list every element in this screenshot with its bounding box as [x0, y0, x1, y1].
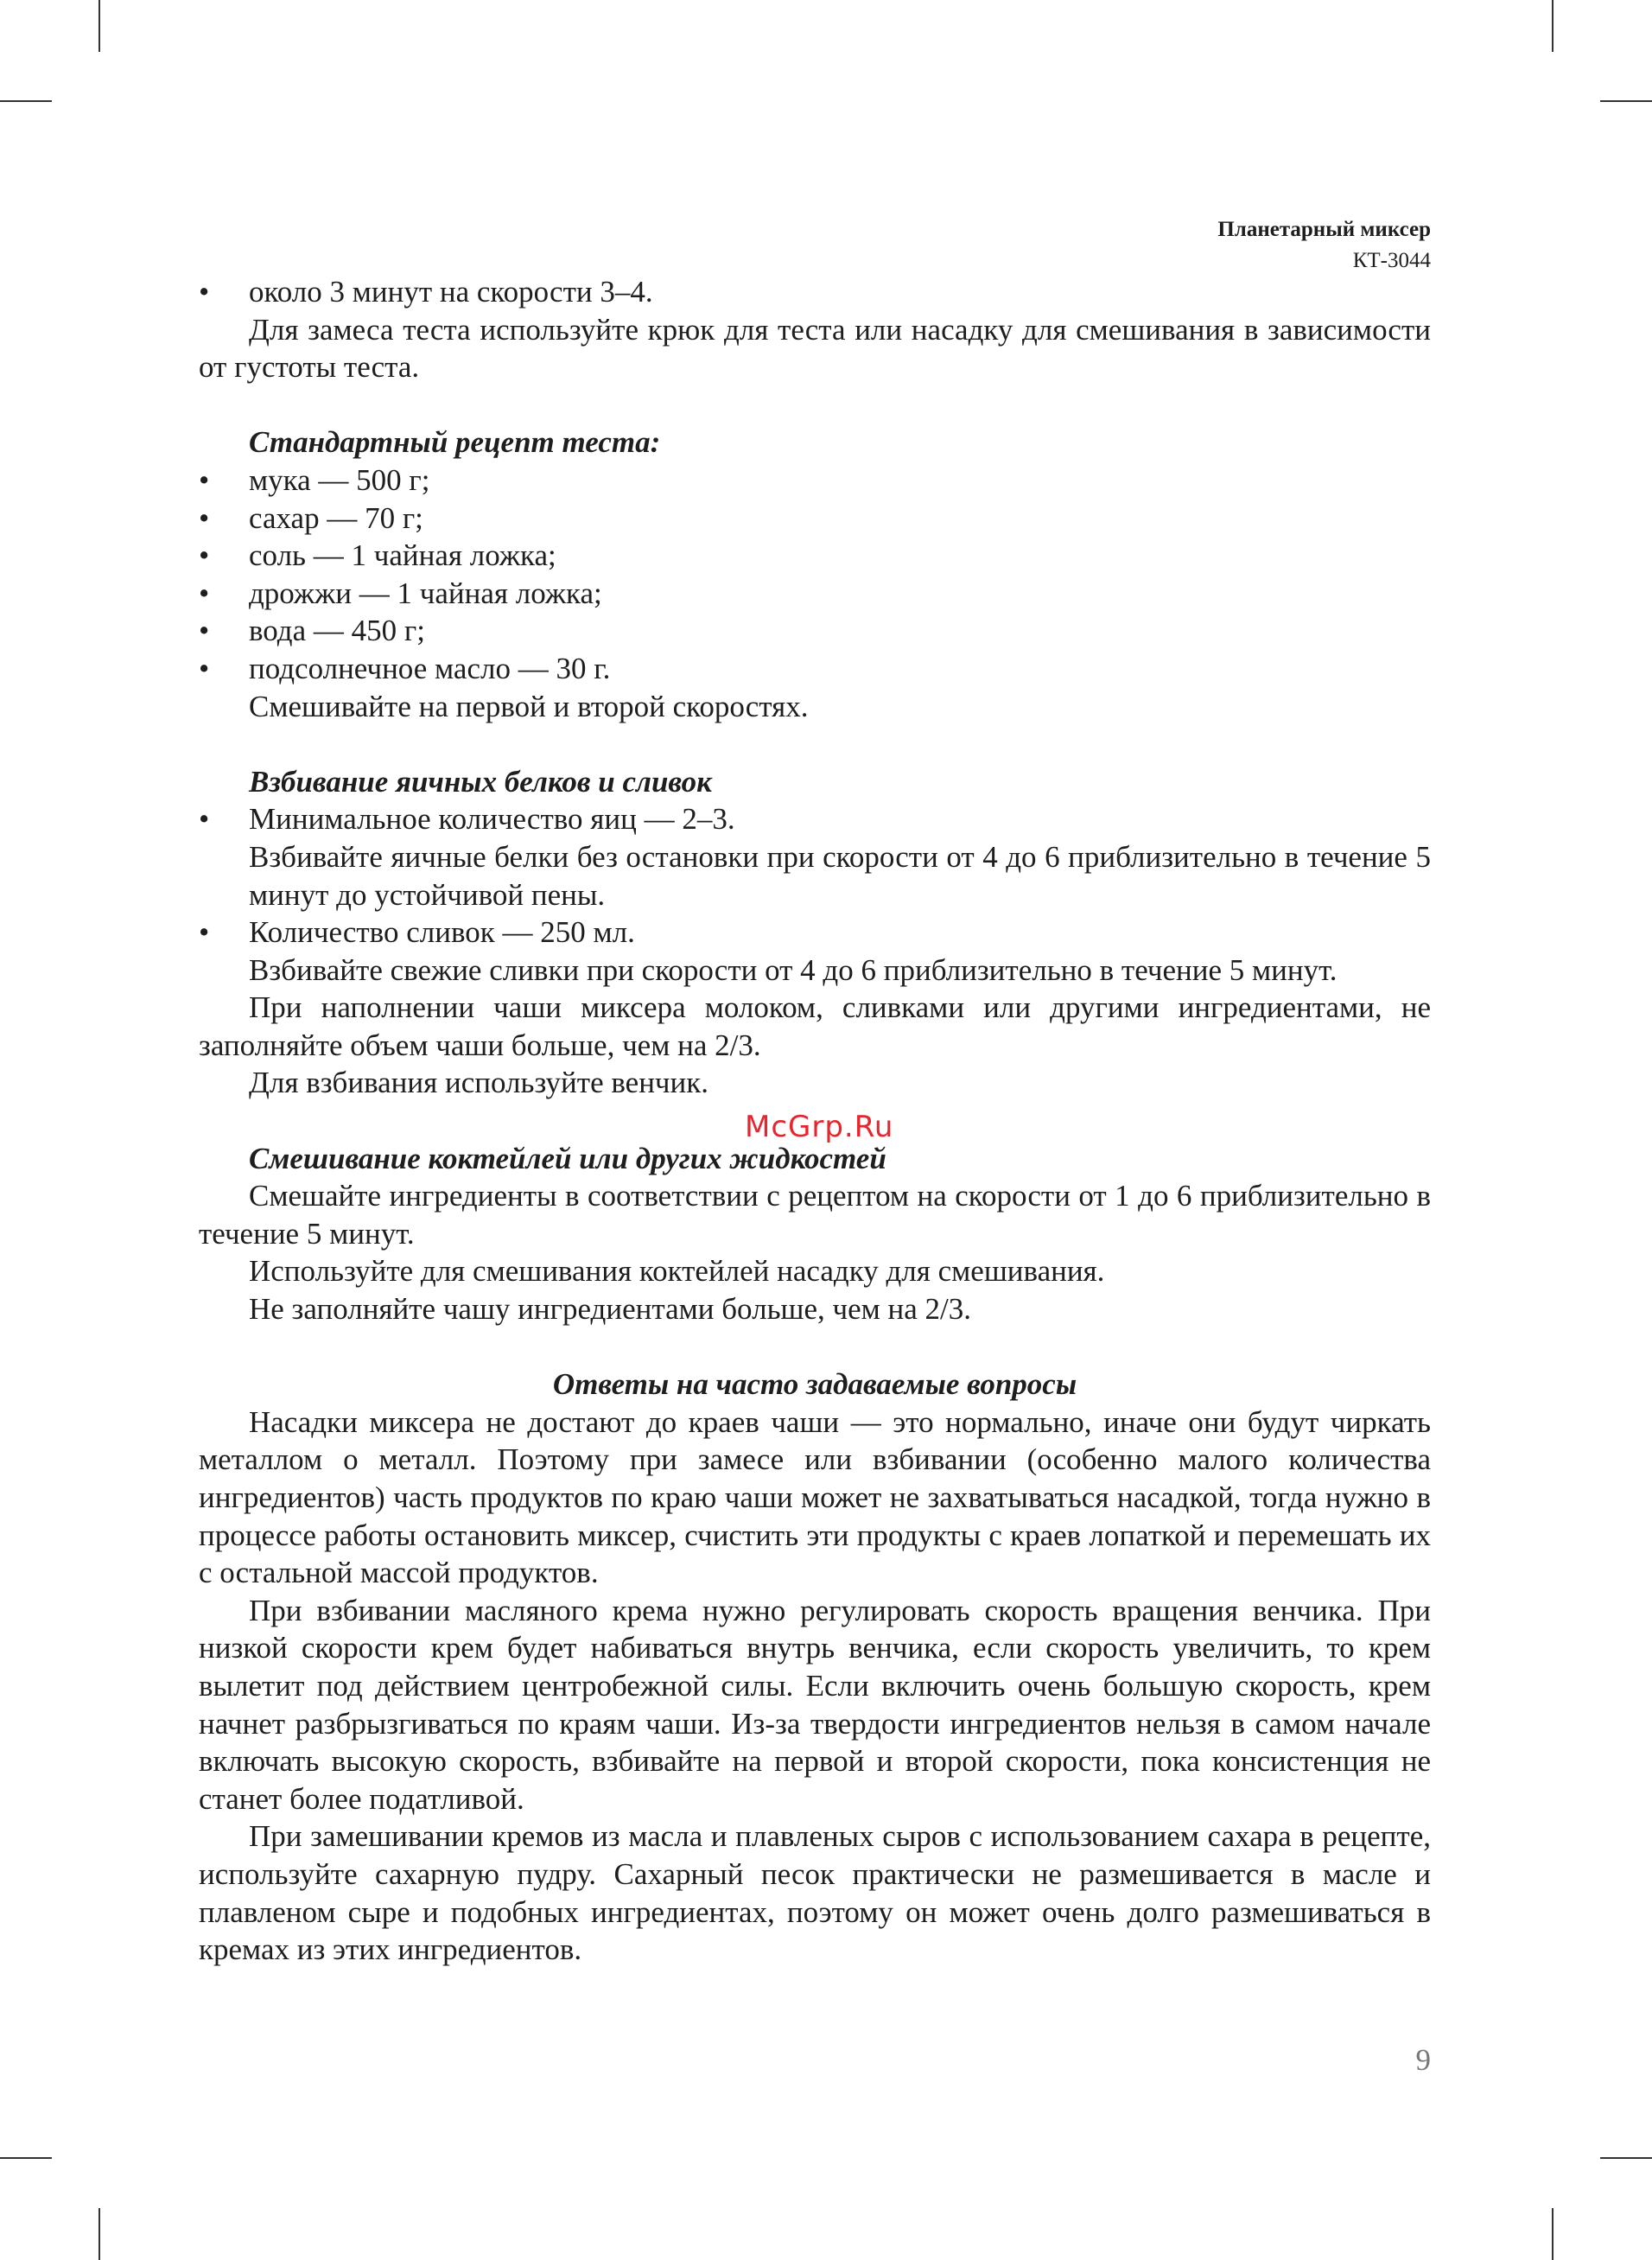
list-item: • вода — 450 г; [199, 612, 1431, 650]
section-heading: Стандартный рецепт теста: [249, 425, 661, 460]
paragraph: Не заполняйте чашу ингредиентами больше, чем на 2/3. [249, 1292, 972, 1327]
crop-mark [0, 2157, 52, 2159]
section-heading: Смешивание коктейлей или других жидкостей [249, 1141, 886, 1175]
header-model: КТ-3044 [1352, 249, 1431, 272]
list-item: • подсолнечное масло — 30 г. [199, 650, 1431, 688]
crop-mark [1552, 0, 1554, 52]
paragraph: Для замеса теста используйте крюк для теста или насадку для смешивания в зависимости от густоты теста. [199, 312, 1431, 385]
section-heading: Взбивание яичных белков и сливок [249, 764, 712, 799]
header-title: Планетарный миксер [1217, 218, 1431, 241]
page-number: 9 [1415, 2043, 1431, 2077]
crop-mark [98, 2208, 100, 2260]
crop-mark [1600, 100, 1652, 102]
list-item: • дрожжи — 1 чайная ложка; [199, 575, 1431, 613]
paragraph: При наполнении чаши миксера молоком, сливками или другими ингредиентами, не заполняйте объем чаши больше, чем на 2/3. [199, 990, 1431, 1062]
paragraph: Взбивайте свежие сливки при скорости от 4 до 6 приблизительно в течение 5 минут. [249, 952, 1337, 987]
watermark: McGrp.Ru [745, 1110, 894, 1144]
crop-mark [0, 100, 52, 102]
paragraph: Смешивайте на первой и второй скоростях. [249, 689, 809, 723]
list-item: • мука — 500 г; [199, 462, 1431, 500]
crop-mark [1600, 2157, 1652, 2159]
crop-mark [1552, 2208, 1554, 2260]
list-item: • соль — 1 чайная ложка; [199, 537, 1431, 575]
list-item: • около 3 минут на скорости 3–4. [199, 273, 1431, 311]
paragraph: Используйте для смешивания коктейлей насадку для смешивания. [249, 1254, 1105, 1289]
faq-heading: Ответы на часто задаваемые вопросы [552, 1367, 1077, 1402]
paragraph: При замешивании кремов из масла и плавленых сыров с использованием сахара в рецепте, используйте сахарную пудру. Сахарный песок практически не размешивается в масле и плавленом сыре и подобных ингредиентах, поэтому он может очень долго размешиваться в кремах из этих ингредиентов. [199, 1819, 1431, 1967]
list-item: • Количество сливок — 250 мл. [199, 914, 1431, 952]
running-header [1217, 214, 1431, 277]
list-item: • сахар — 70 г; [199, 500, 1431, 538]
paragraph: Насадки миксера не достают до краев чаши — это нормально, иначе они будут чиркать металлом о металл. Поэтому при замесе или взбивании (особенно малого количества ингредиентов) часть продуктов по краю чаши может не захватываться насадкой, тогда нужно в процессе работы остановить миксер, счистить эти продукты с краев лопаткой и перемешать их с остальной массой продуктов. [199, 1404, 1431, 1590]
paragraph: Для взбивания используйте венчик. [249, 1066, 709, 1100]
paragraph: Взбивайте яичные белки без остановки при скорости от 4 до 6 приблизительно в течение 5 минут до устойчивой пены. [249, 839, 1431, 912]
paragraph: При взбивании масляного крема нужно регулировать скорость вращения венчика. При низкой скорости крем будет набиваться внутрь венчика, если скорость увеличить, то крем вылетит под действием центробежной силы. Если включить очень большую скорость, крем начнет разбрызгиваться по краям чаши. Из-за твердости ингредиентов нельзя в самом начале включать высокую скорость, взбивайте на первой и второй скорости, пока консистенция не станет более податливой. [199, 1593, 1431, 1816]
list-item: • Минимальное количество яиц — 2–3. [199, 800, 1431, 838]
crop-mark [98, 0, 100, 52]
paragraph: Смешайте ингредиенты в соответствии с рецептом на скорости от 1 до 6 приблизительно в течение 5 минут. [199, 1179, 1431, 1251]
